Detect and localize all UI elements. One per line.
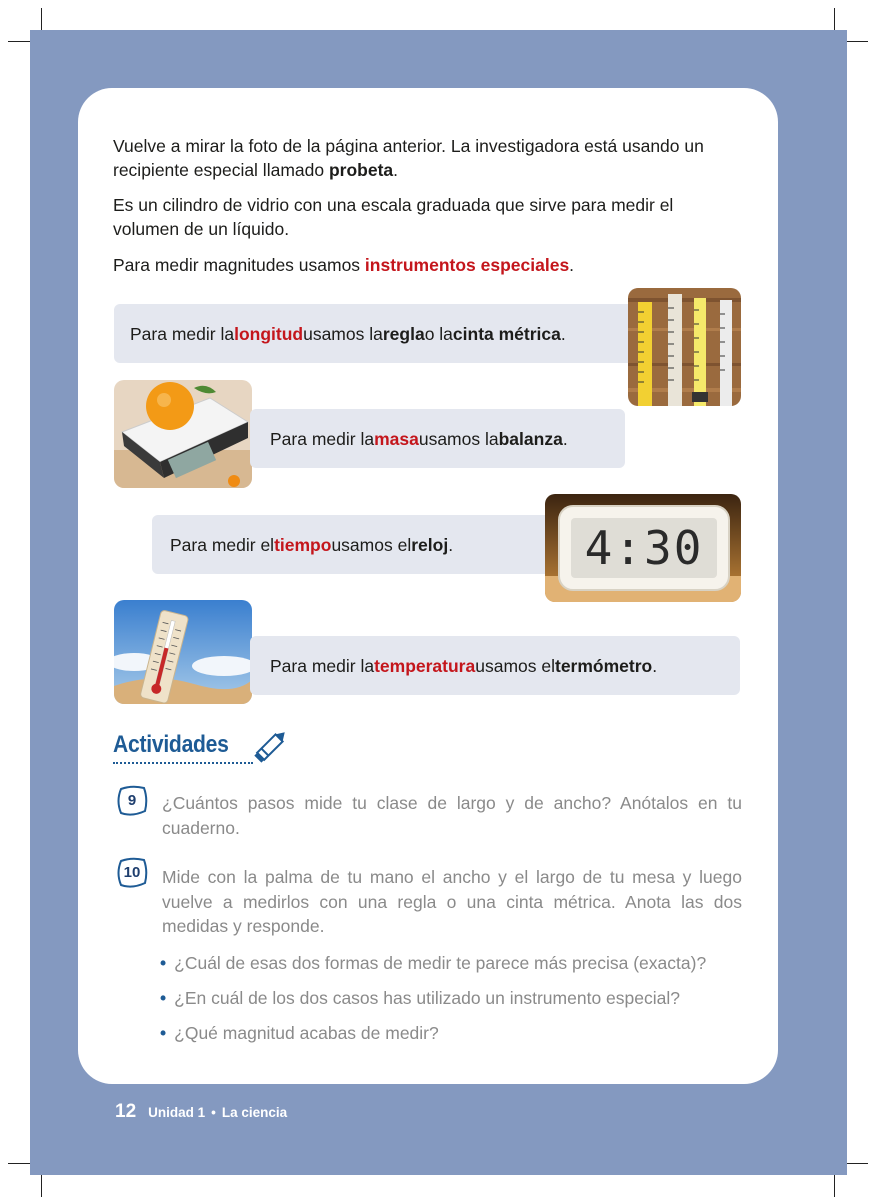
band-text: Para medir la — [270, 655, 375, 676]
footer-separator: • — [211, 1105, 216, 1120]
tool-balanza: balanza — [498, 428, 563, 449]
band-text: Para medir el — [170, 534, 275, 555]
intro-paragraph-3 — [113, 253, 743, 277]
activity-9-text: ¿Cuántos pasos mide tu clase de largo y de ancho? Anótalos en tu cuaderno. — [162, 793, 742, 838]
punctuation: . — [448, 534, 454, 555]
band-text: usamos el — [331, 534, 412, 555]
punctuation: . — [569, 255, 575, 275]
page-footer — [115, 1101, 287, 1123]
topic-label: La ciencia — [221, 1105, 288, 1120]
crop-mark — [8, 41, 30, 42]
activity-number-badge — [114, 855, 150, 891]
tool-termometro: termómetro — [555, 655, 653, 676]
band-text: Para medir la — [130, 323, 235, 344]
punctuation: . — [393, 160, 399, 180]
keyword-probeta: probeta — [328, 160, 394, 180]
thermometer-photo — [114, 600, 252, 704]
tape-measure-photo — [628, 288, 741, 406]
kitchen-scale-photo — [114, 380, 252, 488]
digital-clock-photo — [545, 494, 741, 602]
crop-mark — [834, 1175, 835, 1197]
instrument-band-longitud — [114, 304, 634, 363]
pencil-icon — [252, 726, 292, 769]
crop-mark — [41, 8, 42, 30]
list-item — [160, 1021, 439, 1045]
tool-cinta-metrica: cinta métrica — [452, 323, 561, 344]
band-text: usamos la — [303, 323, 383, 344]
instrument-band-masa — [250, 409, 625, 468]
bullet-text: ¿Qué magnitud acabas de medir? — [174, 1023, 439, 1043]
unit-label: Unidad 1 — [148, 1105, 206, 1120]
activity-number: 9 — [127, 792, 137, 809]
bullet-icon: • — [160, 953, 167, 973]
bullet-text: ¿En cuál de los dos casos has utilizado un instrumento especial? — [174, 988, 680, 1008]
magnitude-tiempo: tiempo — [274, 534, 332, 555]
punctuation: . — [652, 655, 658, 676]
bullet-text: ¿Cuál de esas dos formas de medir te parece más precisa (exacta)? — [174, 953, 707, 973]
activity-number: 10 — [123, 864, 141, 881]
activity-number-badge — [114, 783, 150, 819]
punctuation: . — [562, 428, 568, 449]
crop-mark — [8, 1163, 30, 1164]
magnitude-masa: masa — [374, 428, 419, 449]
band-text: o la — [424, 323, 453, 344]
activity-10-text: Mide con la palma de tu mano el ancho y el largo de tu mesa y luego vuelve a medirlos con una regla o una cinta métrica. Anota las dos medidas y responde. — [162, 867, 742, 936]
band-text: Para medir la — [270, 428, 375, 449]
intro-text: Para medir magnitudes usamos — [113, 255, 365, 275]
list-item — [160, 986, 680, 1010]
list-item — [160, 951, 706, 975]
crop-mark — [834, 8, 835, 30]
intro-text: Vuelve a mirar la foto de la página anterior. La investigadora está usando un recipiente especial llamado — [113, 136, 704, 180]
clock-display: 4:30 — [584, 521, 704, 575]
crop-mark — [846, 41, 868, 42]
crop-mark — [846, 1163, 868, 1164]
intro-paragraph-2: Es un cilindro de vidrio con una escala graduada que sirve para medir el volumen de un líquido. — [113, 195, 674, 239]
activities-heading: Actividades — [113, 731, 229, 758]
band-text: usamos la — [418, 428, 499, 449]
bullet-icon: • — [160, 988, 167, 1008]
tool-reloj: reloj — [411, 534, 449, 555]
activities-underline — [113, 762, 253, 764]
magnitude-temperatura: temperatura — [374, 655, 476, 676]
instrument-band-temperatura — [250, 636, 740, 695]
instrument-band-tiempo — [152, 515, 552, 574]
tool-regla: regla — [382, 323, 425, 344]
page-number: 12 — [115, 1101, 137, 1122]
keyword-instrumentos: instrumentos especiales — [364, 255, 570, 275]
bullet-icon: • — [160, 1023, 167, 1043]
band-text: usamos el — [475, 655, 555, 676]
intro-paragraph-1 — [113, 134, 743, 182]
magnitude-longitud: longitud — [234, 323, 304, 344]
punctuation: . — [560, 323, 566, 344]
crop-mark — [41, 1175, 42, 1197]
